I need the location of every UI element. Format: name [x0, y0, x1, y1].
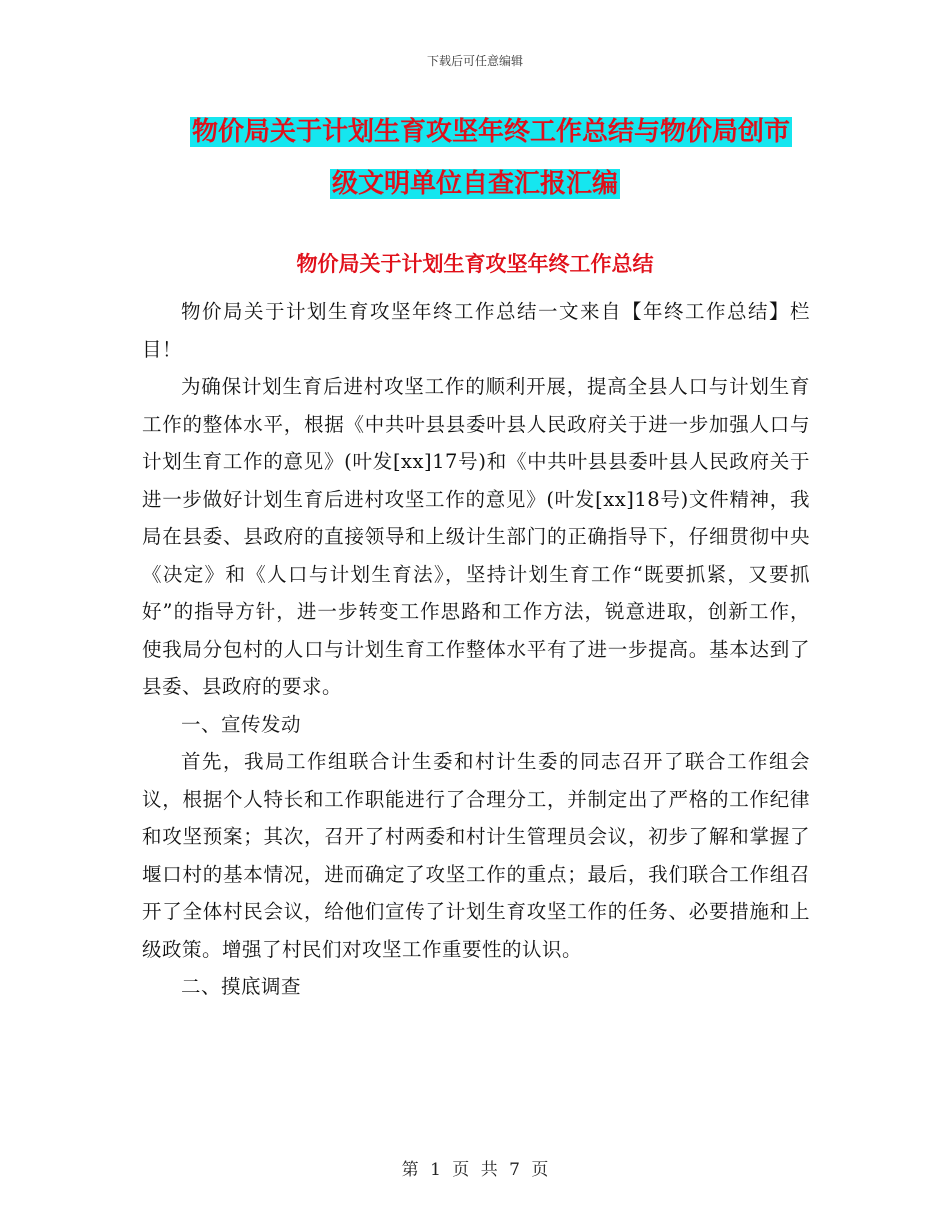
paragraph-background: 为确保计划生育后进村攻坚工作的顺利开展，提高全县人口与计划生育工作的整体水平，根据《中共叶县县委叶县人民政府关于进一步加强人口与计划生育工作的意见》(叶发[xx]17号)和《中共叶县县委叶县人民政府关于进一步做好计划生育后进村攻坚工作的意见》(叶发[xx]18号)文件精神，我局在县委、县政府的直接领导和上级计生部门的正确指导下，仔细贯彻中央 《决定》和《人口与计划生育法》，坚持计划生育工作“既要抓紧，又要抓好”的指导方针，进一步转变工作思路和工作方法，锐意进取，创新工作，使我局分包村的人口与计划生育工作整体水平有了进一步提高。基本达到了县委、县政府的要求。: [142, 375, 810, 698]
document-title-line-1: 物价局关于计划生育攻坚年终工作总结与物价局创市: [192, 117, 791, 147]
heading-publicity: 一、宣传发动: [181, 712, 302, 736]
paragraph-publicity: 首先，我局工作组联合计生委和村计生委的同志召开了联合工作组会议，根据个人特长和工作职能进行了合理分工，并制定出了严格的工作纪律和攻坚预案；其次，召开了村两委和村计生管理员会议，初步了解和掌握了堰口村的基本情况，进而确定了攻坚工作的重点；最后，我们联合工作组召开了全体村民会议，给他们宣传了计划生育攻坚工作的任务、必要措施和上级政策。增强了村民们对攻坚工作重要性的认识。: [142, 750, 810, 961]
paragraph-intro: 物价局关于计划生育攻坚年终工作总结一文来自【年终工作总结】栏目！: [142, 300, 810, 361]
page-number: 第 1 页 共 7 页: [401, 1160, 549, 1180]
page-header-note: 下载后可任意编辑: [426, 54, 523, 68]
heading-survey: 二、摸底调查: [181, 975, 302, 998]
section-title: 物价局关于计划生育攻坚年终工作总结: [296, 252, 654, 276]
document-body: [142, 293, 810, 1006]
document-title-line-2: 级文明单位自查汇报汇编: [332, 169, 619, 199]
